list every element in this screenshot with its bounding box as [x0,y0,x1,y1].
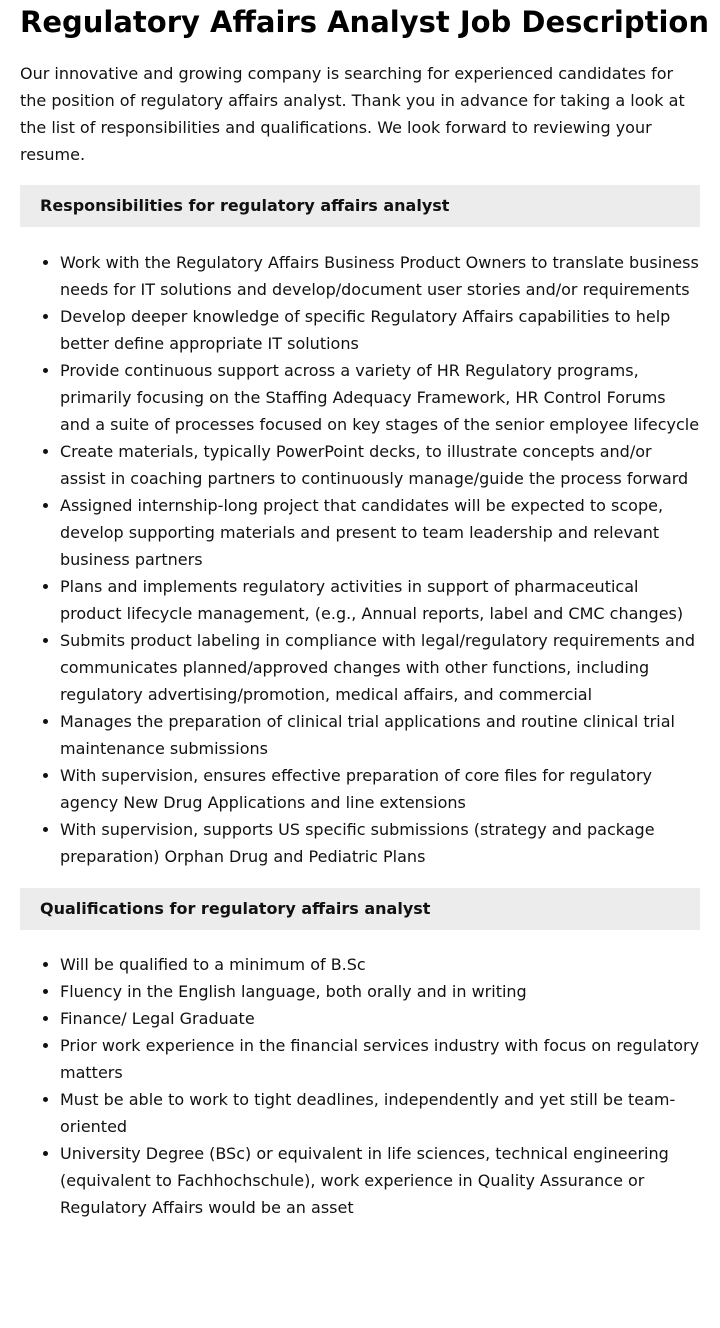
list-item: • Create materials, typically PowerPoint decks, to illustrate concepts and/or assist in coaching partners to continuously manage/guide the process forward [60,438,700,492]
list-item: • Must be able to work to tight deadlines, independently and yet still be team-oriented [60,1086,700,1140]
list-item: • Work with the Regulatory Affairs Business Product Owners to translate business needs for IT solutions and develop/document user stories and/or requirements [60,249,700,303]
responsibilities-list [20,249,700,870]
responsibilities-heading: Responsibilities for regulatory affairs analyst [20,185,700,227]
list-item: • Fluency in the English language, both orally and in writing [60,978,700,1005]
list-item: • Plans and implements regulatory activities in support of pharmaceutical product lifecycle management, (e.g., Annual reports, label and CMC changes) [60,573,700,627]
list-item: • Manages the preparation of clinical trial applications and routine clinical trial maintenance submissions [60,708,700,762]
qualifications-heading: Qualifications for regulatory affairs analyst [20,888,700,930]
list-item: • Provide continuous support across a variety of HR Regulatory programs, primarily focusing on the Staffing Adequacy Framework, HR Control Forums and a suite of processes focused on key stages of the senior employee lifecycle [60,357,700,438]
qualifications-list [20,951,700,1221]
list-item: • Develop deeper knowledge of specific Regulatory Affairs capabilities to help better define appropriate IT solutions [60,303,700,357]
page-title: Regulatory Affairs Analyst Job Description [20,5,709,39]
list-item: • Will be qualified to a minimum of B.Sc [60,951,700,978]
list-item: • Finance/ Legal Graduate [60,1005,700,1032]
list-item: • Assigned internship-long project that candidates will be expected to scope, develop supporting materials and present to team leadership and relevant business partners [60,492,700,573]
list-item: • With supervision, ensures effective preparation of core files for regulatory agency New Drug Applications and line extensions [60,762,700,816]
list-item: • Submits product labeling in compliance with legal/regulatory requirements and communicates planned/approved changes with other functions, including regulatory advertising/promotion, medical affairs, and commercial [60,627,700,708]
list-item: • With supervision, supports US specific submissions (strategy and package preparation) Orphan Drug and Pediatric Plans [60,816,700,870]
list-item: • University Degree (BSc) or equivalent in life sciences, technical engineering (equivalent to Fachhochschule), work experience in Quality Assurance or Regulatory Affairs would be an asset [60,1140,700,1221]
list-item: • Prior work experience in the financial services industry with focus on regulatory matters [60,1032,700,1086]
intro-paragraph: Our innovative and growing company is searching for experienced candidates for the position of regulatory affairs analyst. Thank you in advance for taking a look at the list of responsibilities and qualifications. We look forward to reviewing your resume. [20,64,685,164]
job-description-page [0,2,720,1221]
